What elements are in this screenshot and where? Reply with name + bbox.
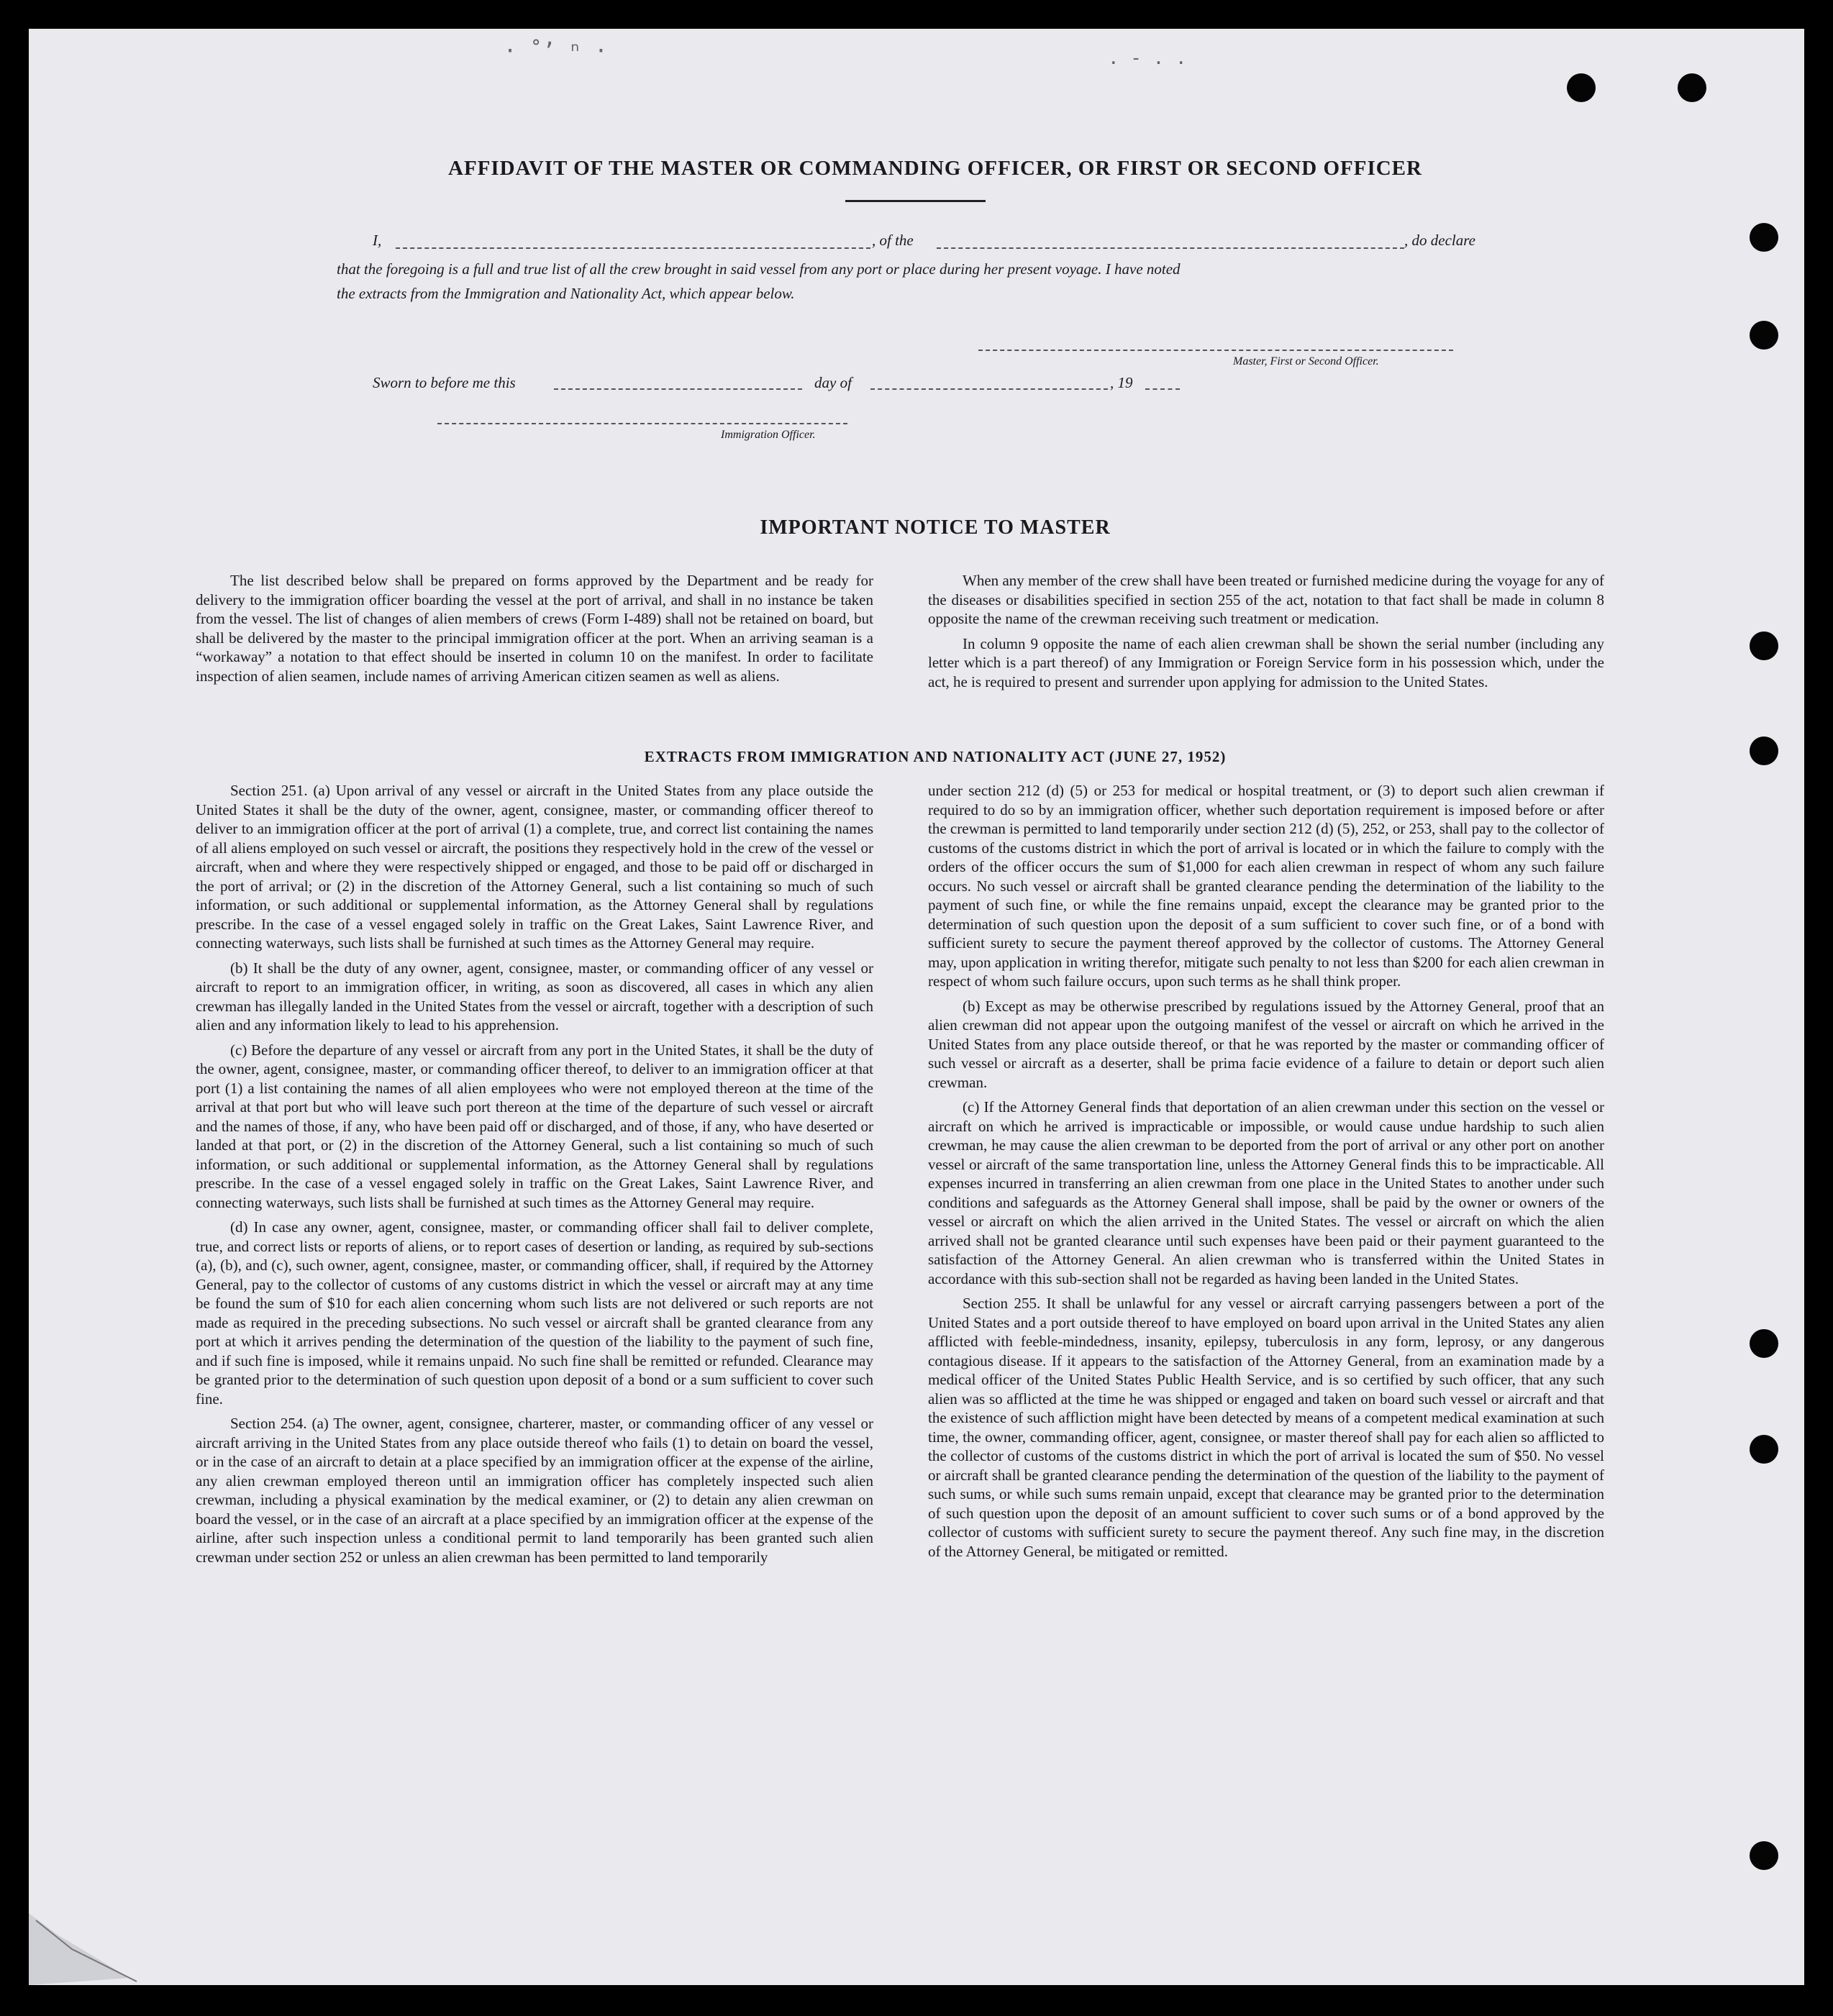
extract-paragraph: (c) If the Attorney General finds that deportation of an alien crewman under this section on the vessel or aircraft on which he arrived is impracticable or impossible, or would cause undue hardship to such alien crewman, he may cause the alien crewman to be deported from the port of arrival or any other port on another vessel or aircraft of the same transportation line, unless the Attorney General finds this to be impracticable. All expenses incurred in transferring an alien crewman from one place in the United States to another under such conditions and safeguards as the Attorney General shall impose, shall be paid by the owner or owners of the vessel or aircraft on which the alien arrived in the United States. The vessel or aircraft on which the alien arrived shall not be granted clearance until such expenses have been paid or their payment guaranteed to the satisfaction of the Attorney General. An alien crewman who is transferred within the United States in accordance with this sub-section shall not be regarded as having been landed in the United States. bbox=[928, 1098, 1604, 1287]
extract-paragraph: (b) Except as may be otherwise prescribed by regulations issued by the Attorney General, proof that an alien crewman did not appear upon the outgoing manifest of the vessel or aircraft on which he arrived in the United States from any place outside thereof, or that he was reported by the master or commanding officer of such vessel or aircraft as a deserter, shall be prima facie evidence of a failure to detain or deport such alien crewman. bbox=[928, 997, 1604, 1091]
punch-hole bbox=[1750, 321, 1778, 350]
extract-paragraph: Section 255. It shall be unlawful for any vessel or aircraft carrying passengers between a port of the United States and a port outside thereof to have employed on board upon arrival in the United States any alien afflicted with feeble-mindedness, insanity, epilepsy, tuberculosis in any form, leprosy, or any dangerous contagious disease. If it appears to the satisfaction of the Attorney General, from an examination made by a medical officer of the United States Public Health Service, and is so certified by such officer, that any such alien was so afflicted at the time he was shipped or engaged and taken on board such vessel or aircraft and that the existence of such affliction might have been detected by means of a competent medical examination at such time, the owner, commanding officer, agent, consignee, or master thereof shall pay for each alien so afflicted to the collector of customs of the customs district in which the port of arrival is located the sum of $50. No vessel or aircraft shall be granted clearance pending the determination of the question of the liability to the payment of such sums, or while such sums remain unpaid, except that clearance may be granted prior to the determination of such question upon the deposit of an amount sufficient to cover such sums or of a bond approved by the collector of customs with sufficient surety to secure the payment thereof. Any such fine may, in the discretion of the Attorney General, be mitigated or remitted. bbox=[928, 1295, 1604, 1560]
name-blank bbox=[396, 247, 870, 249]
sworn-month-blank bbox=[870, 388, 1108, 390]
year-blank bbox=[1145, 388, 1180, 390]
scan-smudge: · ˚ʼ ⁿ · bbox=[504, 39, 608, 64]
punch-hole bbox=[1750, 1329, 1778, 1358]
punch-hole bbox=[1567, 73, 1596, 102]
extract-paragraph: (b) It shall be the duty of any owner, agent, consignee, master, or commanding officer of any vessel or aircraft to report to an immigration officer, in writing, as soon as discovered, all cases in which any alien crewman has illegally landed in the United States from the vessel or aircraft, together with a description of such alien and any information likely to lead to his apprehension. bbox=[196, 959, 873, 1034]
affidavit-line-2: that the foregoing is a full and true list of all the crew brought in said vessel from any port or place during her present voyage. I have noted bbox=[337, 260, 1181, 278]
notice-title: IMPORTANT NOTICE TO MASTER bbox=[760, 516, 1111, 539]
extract-paragraph: under section 212 (d) (5) or 253 for medical or hospital treatment, or (3) to deport such alien crewman if required to do so by an immigration officer, whether such deportation requirement is imposed before or after the crewman is permitted to land temporarily under section 212 (d) (5), 252, or 253, shall pay to the collector of customs of the customs district in which the port of arrival is located or in which the failure to comply with the orders of the officer occurs the sum of $1,000 for each alien crewman in respect of whom any such failure occurs. No such vessel or aircraft shall be granted clearance pending the determination of the liability to the payment of such fine, or while the fine remains unpaid, except the clearance may be granted prior to the determination of such question upon the deposit of a sum sufficient to cover such fine, or of a bond with sufficient surety to secure the payment thereof approved by the collector of customs. The Attorney General may, upon application in writing therefor, mitigate such penalty to not less than $200 for each alien crewman in respect of whom such failure occurs, upon such terms as he shall think proper. bbox=[928, 782, 1604, 990]
signature-label: Master, First or Second Officer. bbox=[1233, 355, 1379, 368]
punch-hole bbox=[1678, 73, 1706, 102]
sworn-label: Sworn to before me this bbox=[373, 374, 516, 391]
notice-left-column bbox=[196, 571, 873, 691]
vessel-blank bbox=[937, 247, 1404, 249]
affidavit-title: AFFIDAVIT OF THE MASTER OR COMMANDING OFFICER, OR FIRST OR SECOND OFFICER bbox=[448, 157, 1422, 180]
page-corner-shadow bbox=[29, 1870, 216, 1985]
notice-right-column bbox=[928, 571, 1604, 697]
extract-paragraph: (c) Before the departure of any vessel or aircraft from any port in the United States, it shall be the duty of the owner, agent, consignee, master, or commanding officer thereof, to deliver to an immigration officer at that port (1) a list containing the names of all alien employees who were not employed thereon at the time of the arrival at that port but who will leave such port thereon at the time of the departure of such vessel or aircraft and the names of those, if any, who have been paid off or discharged, and of those, if any, who have deserted or landed at that port, or (2) in the discretion of the Attorney General, such a list containing so much of such information, or such additional or supplemental information, as the Attorney General shall by regulations prescribe. In the case of a vessel engaged solely in traffic on the Great Lakes, Saint Lawrence River, and connecting waterways, such lists shall be furnished at such times as the Attorney General may require. bbox=[196, 1041, 873, 1211]
notice-right-paragraph-2: In column 9 opposite the name of each alien crewman shall be shown the serial number (including any letter which is a part thereof) of any Immigration or Foreign Service form in his possession which, under the act, he is required to present and surrender upon applying for admission to the United States. bbox=[928, 634, 1604, 690]
officer-signature-line bbox=[437, 423, 847, 424]
notice-right-paragraph-1: When any member of the crew shall have been treated or furnished medicine during the voyage for any of the diseases or disabilities specified in section 255 of the act, notation to that fact shall be made in column 8 opposite the name of the crewman receiving such treatment or medication. bbox=[928, 572, 1604, 627]
extract-paragraph: Section 254. (a) The owner, agent, consignee, charterer, master, or commanding officer of any vessel or aircraft arriving in the United States from any place outside thereof who fails (1) to detain on board the vessel, or in the case of an aircraft to detain at a place specified by an immigration officer at the expense of the airline, any alien crewman employed thereon until an immigration officer has completely inspected such alien crewman, including a physical examination by the medical examiner, or (2) to detain any alien crewman on board the vessel, or in the case of an aircraft at a place specified by an immigration officer at the expense of the airline, after such inspection unless a conditional permit to land temporarily has been granted such alien crewman under section 252 or unless an alien crewman has been permitted to land temporarily bbox=[196, 1415, 873, 1566]
extracts-title: EXTRACTS FROM IMMIGRATION AND NATIONALITY ACT (JUNE 27, 1952) bbox=[644, 748, 1227, 765]
year-label: , 19 bbox=[1110, 374, 1133, 391]
extract-paragraph: Section 251. (a) Upon arrival of any vessel or aircraft in the United States from any place outside the United States it shall be the duty of the owner, agent, consignee, master, or commanding officer thereof to deliver to an immigration officer at the port of arrival (1) a complete, true, and correct list containing the names of all aliens employed on such vessel or aircraft, the positions they respectively hold in the crew of the vessel or aircraft, when and where they were respectively shipped or engaged, and those to be paid off or discharged in the port of arrival; or (2) in the discretion of the Attorney General, such a list containing so much of such information, or such additional or supplemental information, as the Attorney General shall by regulations prescribe. In the case of a vessel engaged solely in traffic on the Great Lakes, Saint Lawrence River, and connecting waterways, such lists shall be furnished at such times as the Attorney General may require. bbox=[196, 782, 873, 952]
signature-line bbox=[978, 350, 1453, 351]
punch-hole bbox=[1750, 223, 1778, 252]
officer-label: Immigration Officer. bbox=[721, 429, 816, 441]
title-underline bbox=[845, 200, 986, 202]
day-of-label: day of bbox=[814, 374, 852, 391]
notice-left-paragraph: The list described below shall be prepared on forms approved by the Department and be ready for delivery to the immigration officer boarding the vessel at the port of arrival, and shall in no instance be taken from the vessel. The list of changes of alien members of crews (Form I-489) shall not be retained on board, but shall be delivered by the master to the principal immigration officer at the port. When an arriving seaman is a “workaway” a notation to that effect should be inserted in column 10 on the manifest. In order to facilitate inspection of alien seamen, include names of arriving American citizen seamen as well as aliens. bbox=[196, 572, 873, 685]
document-sheet bbox=[29, 29, 1804, 1985]
extract-paragraph: (d) In case any owner, agent, consignee, master, or commanding officer shall fail to deliver complete, true, and correct lists or reports of aliens, or to report cases of desertion or landing, as required by sub-sections (a), (b), and (c), such owner, agent, consignee, master, or commanding officer, shall, if required by the Attorney General, pay to the collector of customs of any customs district in which the vessel or aircraft may at any time be found the sum of $10 for each alien concerning whom such lists are not delivered or such reports are not made as required in the preceding subsections. No such vessel or aircraft shall be granted clearance from any port at which it arrives pending the determination of the question of the liability to the payment of such fine, and if such fine is imposed, while it remains unpaid. No such fine shall be remitted or refunded. Clearance may be granted prior to the determination of such question upon deposit of a bond or a sum sufficient to cover such fine. bbox=[196, 1218, 873, 1408]
affidavit-line-3: the extracts from the Immigration and Nationality Act, which appear below. bbox=[337, 285, 795, 302]
sworn-day-blank bbox=[554, 388, 802, 390]
affidavit-declare-label: , do declare bbox=[1404, 232, 1475, 249]
punch-hole bbox=[1750, 1841, 1778, 1870]
affidavit-of-the-label: , of the bbox=[872, 232, 914, 249]
extracts-left-column bbox=[196, 781, 873, 1572]
extracts-right-column bbox=[928, 781, 1604, 1566]
affidavit-i-label: I, bbox=[373, 232, 382, 249]
punch-hole bbox=[1750, 736, 1778, 765]
punch-hole bbox=[1750, 1435, 1778, 1464]
punch-hole bbox=[1750, 631, 1778, 660]
scan-smudge: . - . . bbox=[1108, 47, 1187, 69]
